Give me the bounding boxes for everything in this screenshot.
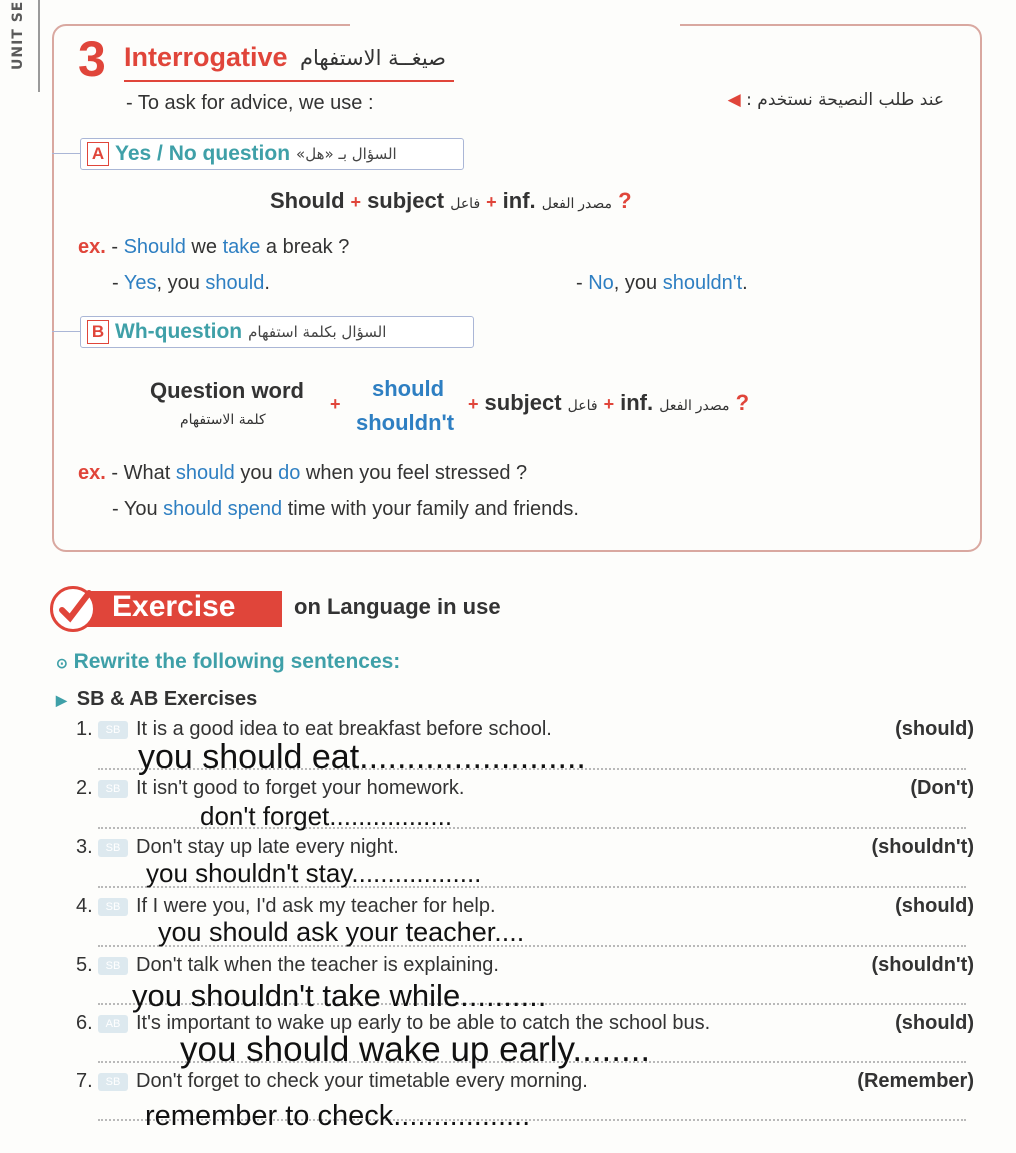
item-sentence: Don't stay up late every night.: [136, 836, 399, 858]
item-tag: SB: [98, 898, 128, 916]
section-a-rule: [52, 153, 82, 154]
exercise-item: [76, 954, 976, 980]
formula-b-should: should: [372, 376, 445, 401]
section-title: Interrogative: [124, 42, 288, 72]
section-number: 3: [78, 31, 106, 87]
answer-text[interactable]: you should eat........................: [138, 738, 586, 776]
intro-text: - To ask for advice, we use :: [126, 92, 374, 114]
formula-b-question-word-ar: كلمة الاستفهام: [180, 412, 266, 428]
exercise-badge: [50, 586, 282, 630]
item-tag: SB: [98, 1073, 128, 1091]
section-title-ar: صيغــة الاستفهام: [300, 46, 446, 70]
item-sentence: Don't talk when the teacher is explaining.: [136, 954, 499, 976]
section-b-title-ar: السؤال بكلمة استفهام: [248, 323, 387, 341]
item-number: 3.: [76, 836, 93, 858]
formula-b-rest: + subject فاعل + inf. مصدر الفعل ?: [468, 390, 750, 415]
exercise-item: [76, 1070, 976, 1096]
item-sentence: Don't forget to check your timetable every morning.: [136, 1070, 588, 1092]
answer-text[interactable]: you shouldn't take while..........: [132, 978, 547, 1013]
answer-text[interactable]: you should ask your teacher....: [158, 917, 525, 947]
example-a-yes: - Yes, you should.: [112, 272, 270, 294]
box-gap: [350, 20, 680, 30]
item-tag: AB: [98, 1015, 128, 1033]
formula-b-plus-1: +: [330, 394, 341, 414]
answer-text[interactable]: you shouldn't stay..................: [146, 858, 482, 888]
title-underline: [124, 80, 454, 82]
formula-a: Should + subject فاعل + inf. مصدر الفعل ?: [270, 188, 632, 213]
item-keyword: (shouldn't): [871, 954, 974, 976]
section-a-label: [80, 138, 464, 170]
item-number: 5.: [76, 954, 93, 976]
item-keyword: (shouldn't): [871, 836, 974, 858]
exercise-section: ▶ SB & AB Exercises: [56, 688, 258, 710]
example-a-question: ex. - Should we take a break ?: [78, 236, 350, 258]
item-number: 7.: [76, 1070, 93, 1092]
item-sentence: It is a good idea to eat breakfast before school.: [136, 718, 552, 740]
item-tag: SB: [98, 780, 128, 798]
example-a-no: - No, you shouldn't.: [576, 272, 748, 294]
check-icon: [50, 586, 96, 632]
item-number: 4.: [76, 895, 93, 917]
item-sentence: It's important to wake up early to be able to catch the school bus.: [136, 1012, 711, 1034]
item-number: 1.: [76, 718, 93, 740]
exercise-badge-label: Exercise: [112, 590, 236, 623]
item-sentence: It isn't good to forget your homework.: [136, 777, 465, 799]
exercise-subtitle: on Language in use: [294, 594, 501, 619]
item-keyword: (should): [895, 1012, 974, 1034]
item-keyword: (should): [895, 895, 974, 917]
item-tag: SB: [98, 839, 128, 857]
section-b-label: [80, 316, 474, 348]
instruction: ⊙ Rewrite the following sentences:: [56, 650, 401, 673]
section-a-title-ar: السؤال بـ «هل»: [296, 145, 397, 163]
item-number: 2.: [76, 777, 93, 799]
exercise-item: [76, 777, 976, 803]
section-b-rule: [52, 331, 82, 332]
intro-text-ar: عند طلب النصيحة نستخدم : ◀: [727, 90, 944, 110]
triangle-icon: ▶: [56, 692, 67, 708]
item-number: 6.: [76, 1012, 93, 1034]
item-tag: SB: [98, 721, 128, 739]
item-keyword: (Remember): [857, 1070, 974, 1092]
section-b-title: Wh-question: [115, 320, 243, 343]
item-keyword: (should): [895, 718, 974, 740]
answer-text[interactable]: you should wake up early........: [180, 1030, 651, 1069]
answer-text[interactable]: don't forget.................: [200, 801, 453, 831]
item-tag: SB: [98, 957, 128, 975]
section-b-letter: B: [87, 320, 109, 344]
item-sentence: If I were you, I'd ask my teacher for help.: [136, 895, 496, 917]
formula-b-shouldnt: shouldn't: [356, 410, 455, 435]
unit-tab: UNIT SE: [6, 0, 40, 92]
section-a-letter: A: [87, 142, 109, 166]
example-b-answer: - You should spend time with your family and friends.: [112, 498, 579, 520]
example-b-question: ex. - What should you do when you feel stressed ?: [78, 462, 528, 484]
formula-b-question-word: Question word: [150, 378, 304, 403]
item-keyword: (Don't): [910, 777, 974, 799]
answer-text[interactable]: remember to check.................: [145, 1100, 531, 1132]
bullet-icon: ⊙: [56, 655, 68, 671]
section-a-title: Yes / No question: [115, 142, 291, 165]
